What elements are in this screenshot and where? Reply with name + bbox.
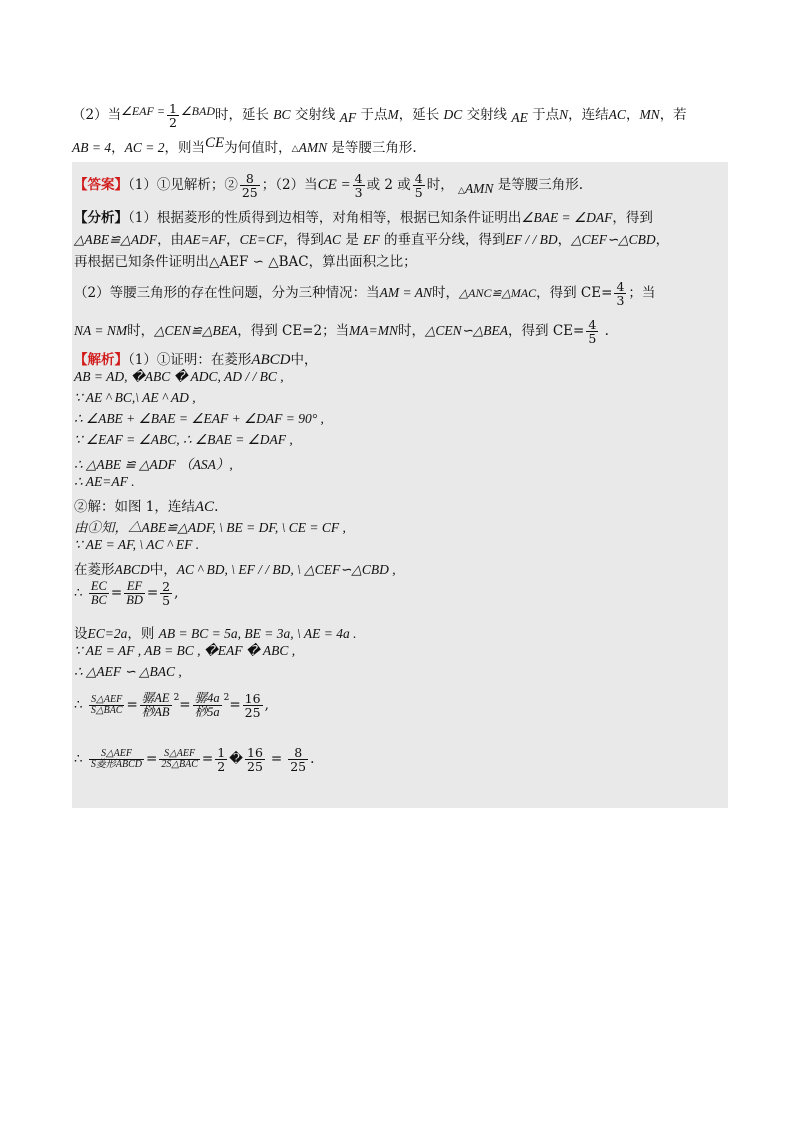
solution-line-15: ∴ △AEF ∽ △BAC , <box>74 664 182 679</box>
solution-line-3: ∵ AE ^ BC,\ AE ^ AD , <box>74 390 196 405</box>
solution-line-4: ∴ ∠ABE + ∠BAE = ∠EAF + ∠DAF = 90° , <box>74 411 324 426</box>
solution-line-2: AB = AD, �ABC � ADC, AD / / BC , <box>74 369 284 384</box>
analysis-line-3: 再根据已知条件证明出△AEF ∽ △BAC，算出面积之比； <box>74 254 417 270</box>
solution-panel <box>72 162 728 808</box>
solution-line-17: ∴ $\frac{\text{S△AEF}}{\text{S菱形ABCD}}$ = $\frac{\text{S△AEF}}{\text{2S△BAC}}$ = $\frac{1}{2}$ � $\frac{16}{25}$ = $\frac{8}{25}$ . <box>74 745 315 775</box>
solution-line-1: 【解析】（1）①证明：在菱形ABCD中， <box>74 352 318 368</box>
question-line-1: （2）当∠EAF = $\frac{1}{2}$ ∠BAD时，延长 BC 交射线 AF 于点M，延长 DC 交射线 AE 于点N，连结AC，MN，若 <box>72 101 687 131</box>
solution-line-9: 由①知，△ABE≌△ADF, \ BE = DF, \ CE = CF , <box>74 520 346 535</box>
solution-line-6: ∴ △ABE ≌ △ADF （ASA）, <box>74 457 233 472</box>
analysis-line-1: 【分析】（1）根据菱形的性质得到边相等，对角相等，根据已知条件证明出∠BAE = ∠DAF，得到 <box>74 210 653 226</box>
solution-line-11: 在菱形ABCD中，AC ^ BD, \ EF / / BD, \ △CEF∽△CBD , <box>74 562 396 578</box>
solution-line-7: ∴ AE=AF . <box>74 474 135 489</box>
question-line-2: AB = 4，AC = 2，则当CE为何值时，△AMN 是等腰三角形. <box>72 135 417 156</box>
answer-tag: 【答案】 <box>74 177 128 194</box>
question-number: （2）当 <box>72 107 122 124</box>
solution-line-12: ∴ $\frac{EC}{BC}$ = $\frac{EF}{BD}$ = $\frac{2}{5}$ , <box>74 579 179 609</box>
solution-line-14: ∵ AE = AF , AB = BC , �EAF � ABC , <box>74 643 296 658</box>
analysis-line-5: NA = NM时，△CEN≌△BEA，得到 CE=2；当MA=MN时，△CEN∽△BEA，得到 CE= $\frac{4}{5}$ . <box>74 317 609 347</box>
solution-line-16: ∴ $\frac{\text{S△AEF}}{\text{S△BAC}}$ = $\frac{\text{骣AE}}{\text{桫AB}}$ $^2$= $\frac{\text{骣4a}}{\text{桫5a}}$ $^2$= $\frac{16}{25}$ , <box>74 691 269 721</box>
solution-tag: 【解析】 <box>74 352 128 368</box>
analysis-tag: 【分析】 <box>74 210 128 226</box>
fraction-half: $\frac{1}{2}$ <box>168 101 177 131</box>
solution-line-10: ∵ AE = AF, \ AC ^ EF . <box>74 537 200 552</box>
analysis-line-4: （2）等腰三角形的存在性问题，分为三种情况：当AM = AN时，△ANC≌△MAC，得到 CE= $\frac{4}{3}$ ；当 <box>74 279 656 309</box>
solution-line-8: ②解：如图 1，连结AC. <box>74 499 219 515</box>
angle-eaf: ∠EAF = <box>121 104 165 119</box>
solution-line-13: 设EC=2a，则 AB = BC = 5a, BE = 3a, \ AE = 4a . <box>74 626 357 642</box>
answer-line: 【答案】（1）①见解析；② $\frac{8}{25}$ ；（2）当CE = $\frac{4}{3}$ 或 2 或 $\frac{4}{5}$ 时， $_\triangle$AMN 是等腰三角形. <box>74 171 584 201</box>
analysis-line-2: △ABE≌△ADF，由AE=AF，CE=CF，得到AC 是 EF 的垂直平分线，得到EF / / BD，△CEF∽△CBD， <box>74 232 670 248</box>
solution-line-5: ∵ ∠EAF = ∠ABC, ∴ ∠BAE = ∠DAF , <box>74 432 293 447</box>
